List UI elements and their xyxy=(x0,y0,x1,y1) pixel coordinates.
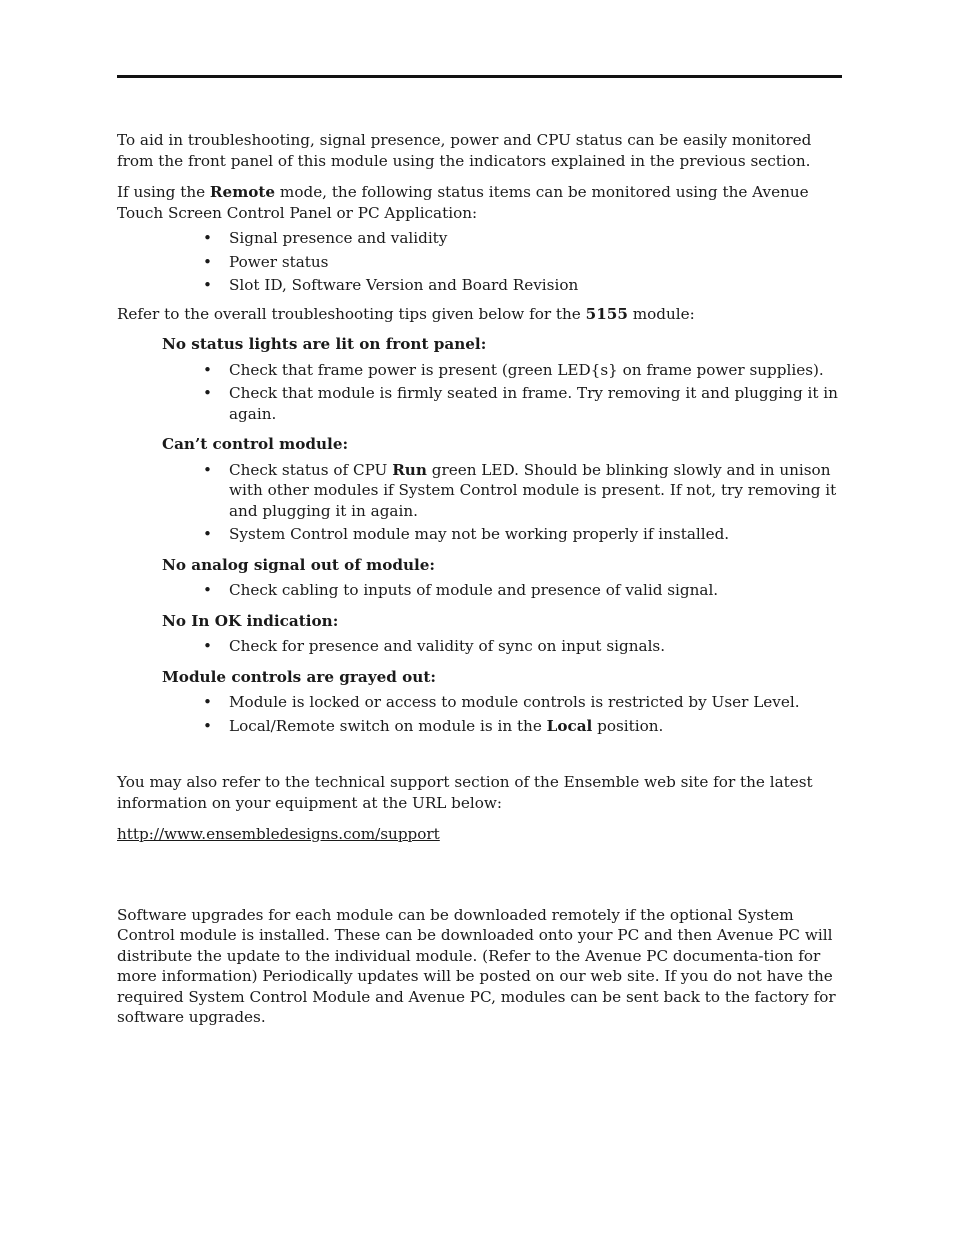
list-item: • Power status xyxy=(229,252,847,273)
cpu-text-before: Check status of CPU xyxy=(229,460,393,479)
list-item: • Slot ID, Software Version and Board Revision xyxy=(229,275,847,296)
switch-text-after: position. xyxy=(592,716,664,735)
heading-no-analog: No analog signal out of module: xyxy=(162,555,436,574)
module-number: 5155 xyxy=(585,304,628,323)
remote-mode-paragraph xyxy=(117,182,847,223)
list-item: • Signal presence and validity xyxy=(229,228,847,249)
heading-grayed-out: Module controls are grayed out: xyxy=(162,667,436,686)
header-rule xyxy=(117,75,842,78)
no-analog-list xyxy=(117,580,847,601)
switch-text-before: Local/Remote switch on module is in the xyxy=(229,716,547,735)
no-lights-list xyxy=(117,360,847,425)
remote-keyword: Remote xyxy=(209,183,276,201)
no-in-ok-list xyxy=(117,636,847,657)
list-item: • System Control module may not be working properly if installed. xyxy=(229,524,847,545)
list-item: • Check for presence and validity of sync on input signals. xyxy=(229,636,847,657)
list-item: • Check cabling to inputs of module and presence of valid signal. xyxy=(229,580,847,601)
heading-no-in-ok: No In OK indication: xyxy=(162,611,339,630)
cant-control-list xyxy=(117,460,847,545)
refer-text-after: module: xyxy=(627,304,695,323)
list-item: • Module is locked or access to module controls is restricted by User Level. xyxy=(229,692,847,713)
list-item xyxy=(229,460,847,522)
cpu-text-after: green LED. Should be blinking slowly and in unison with other modules if System Control module is present. If not, try removing it and plugging it in again. xyxy=(229,460,837,520)
page-content xyxy=(117,130,847,1028)
intro-paragraph: To aid in troubleshooting, signal presence, power and CPU status can be easily monitored from the front panel of this module using the indicators explained in the previous section. xyxy=(117,131,812,170)
heading-no-lights: No status lights are lit on front panel: xyxy=(162,335,487,353)
heading-cant-control: Can’t control module: xyxy=(162,435,349,453)
status-items-list xyxy=(117,228,847,296)
list-item: • Check that module is firmly seated in frame. Try removing it and plugging it in again. xyxy=(229,383,847,424)
refer-text-before: Refer to the overall troubleshooting tips given below for the xyxy=(117,304,586,323)
refer-paragraph xyxy=(117,304,847,325)
spacer xyxy=(117,744,847,772)
support-url-line xyxy=(117,824,847,845)
run-keyword: Run xyxy=(392,460,427,479)
upgrades-paragraph: Software upgrades for each module can be downloaded remotely if the optional System Control module is installed. These can be downloaded onto your PC and then Avenue PC will distribute the update to the individual module. (Refer to the Avenue PC documenta-tion for more information) Periodically updates will be posted on our web site. If you do not have the required System Control Module and Avenue PC, modules can be sent back to the factory for software upgrades. xyxy=(117,905,836,1026)
list-item xyxy=(229,716,847,737)
support-paragraph: You may also refer to the technical support section of the Ensemble web site for the latest information on your equipment at the URL below: xyxy=(117,773,813,812)
grayed-out-list xyxy=(117,692,847,736)
spacer xyxy=(117,845,847,905)
support-link[interactable]: http://www.ensembledesigns.com/support xyxy=(117,825,440,843)
list-item: • Check that frame power is present (green LED{s} on frame power supplies). xyxy=(229,360,847,381)
local-keyword: Local xyxy=(546,716,593,735)
remote-text-before: If using the xyxy=(117,183,210,201)
remote-text-after: mode, the following status items can be monitored using the Avenue Touch Screen Control Panel or PC Application: xyxy=(117,183,809,222)
